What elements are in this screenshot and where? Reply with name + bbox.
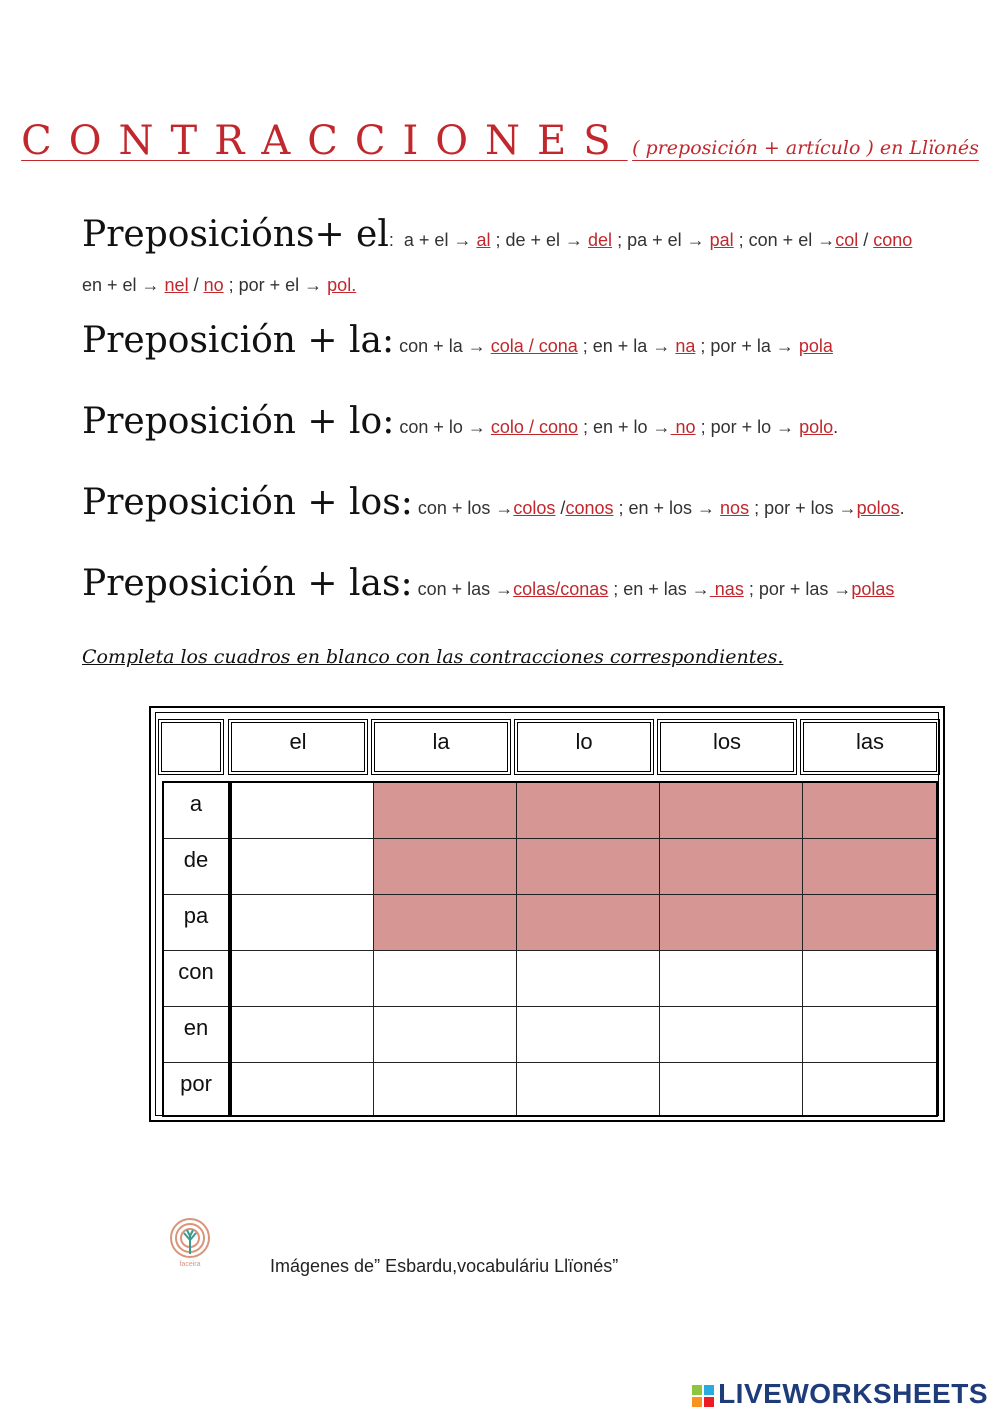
cell-de-el[interactable] — [232, 839, 374, 895]
cell-pa-los — [660, 895, 803, 951]
row-label-por: por — [180, 1071, 212, 1096]
title-main: CONTRACCIONES — [21, 118, 628, 164]
title-subtitle: ( preposición + artículo ) en Llïonés — [632, 137, 979, 159]
worksheet-title — [0, 118, 1000, 164]
answer: nos — [720, 498, 750, 518]
cell-con-la[interactable] — [374, 951, 517, 1007]
header-el: el — [228, 719, 368, 775]
header-la: la — [371, 719, 511, 775]
cell-a-los — [660, 783, 803, 839]
cell-por-la[interactable] — [374, 1063, 517, 1115]
rule-la: Preposición + la: con + la → cola / cona ; en + la → na ; por + la → pola — [82, 320, 833, 361]
answer: al — [476, 230, 491, 250]
answer: conos — [565, 498, 614, 518]
cell-por-las[interactable] — [803, 1063, 936, 1115]
rule-el-heading: Preposicións+ el — [82, 214, 389, 255]
rule-lo-heading: Preposición + lo: — [82, 401, 395, 442]
cell-de-las — [803, 839, 936, 895]
image-credit: Imágenes de” Esbardu,vocabuláriu Llïonés” — [270, 1256, 619, 1276]
input-en-lo[interactable] — [517, 1007, 659, 1062]
answer: cola / cona — [490, 336, 578, 356]
label-row-line — [164, 950, 228, 951]
cell-a-las — [803, 783, 936, 839]
cell-con-el[interactable] — [232, 951, 374, 1007]
input-por-lo[interactable] — [517, 1063, 659, 1115]
rule-la-heading: Preposición + la: — [82, 320, 395, 361]
row-label-pa: pa — [183, 903, 209, 928]
input-con-lo[interactable] — [517, 951, 659, 1006]
row-label-con: con — [178, 959, 214, 984]
rule-las-heading: Preposición + las: — [82, 563, 413, 604]
row-label-en: en — [183, 1015, 209, 1040]
input-con-la[interactable] — [374, 951, 516, 1006]
header-los: los — [657, 719, 797, 775]
cell-de-la — [374, 839, 517, 895]
header-lo: lo — [514, 719, 654, 775]
answer-grid — [162, 781, 938, 1117]
row-label-a: a — [189, 791, 203, 816]
input-en-los[interactable] — [660, 1007, 802, 1062]
rule-las: Preposición + las: con + las →colas/conas ; en + las → nas ; por + las →polas — [82, 563, 895, 604]
rule-el: Preposicións+ el: a + el → al ; de + el → del ; pa + el → pal ; con + el →col / cono — [82, 214, 913, 255]
rule-el-line2: en + el → nel / no ; por + el → pol. — [82, 275, 357, 295]
input-pa-el[interactable] — [232, 895, 373, 950]
input-por-el[interactable] — [232, 1063, 373, 1115]
input-por-la[interactable] — [374, 1063, 516, 1115]
input-de-el[interactable] — [232, 839, 373, 894]
rule-los: Preposición + los: con + los →colos /conos ; en + los → nos ; por + los →polos. — [82, 482, 905, 523]
cell-pa-el[interactable] — [232, 895, 374, 951]
answer: colas/conas — [513, 579, 609, 599]
label-row-line — [164, 838, 228, 839]
header-las: las — [800, 719, 940, 775]
table-inner — [155, 712, 939, 1116]
cell-en-los[interactable] — [660, 1007, 803, 1063]
input-con-el[interactable] — [232, 951, 373, 1006]
cell-con-los[interactable] — [660, 951, 803, 1007]
header-corner — [158, 719, 224, 775]
label-row-line — [164, 894, 228, 895]
cell-por-los[interactable] — [660, 1063, 803, 1115]
cell-de-los — [660, 839, 803, 895]
cell-por-lo[interactable] — [517, 1063, 660, 1115]
rule-lo: Preposición + lo: con + lo → colo / cono ; en + lo → no ; por + lo → polo. — [82, 401, 839, 442]
brand-text: LIVEWORKSHEETS — [718, 1378, 988, 1409]
cell-en-la[interactable] — [374, 1007, 517, 1063]
label-row-line — [164, 1006, 228, 1007]
input-con-los[interactable] — [660, 951, 802, 1006]
input-por-las[interactable] — [803, 1063, 936, 1115]
cell-en-las[interactable] — [803, 1007, 936, 1063]
cell-a-la — [374, 783, 517, 839]
answer: no — [203, 275, 224, 295]
label-row-line — [164, 1062, 228, 1063]
cell-por-el[interactable] — [232, 1063, 374, 1115]
answer: colo / cono — [490, 417, 578, 437]
input-en-las[interactable] — [803, 1007, 936, 1062]
cell-de-lo — [517, 839, 660, 895]
answer: pal — [709, 230, 734, 250]
answer: no — [670, 417, 696, 437]
cell-a-lo — [517, 783, 660, 839]
answer: na — [675, 336, 696, 356]
answer: polos — [856, 498, 900, 518]
answer: nas — [709, 579, 744, 599]
instruction: Completa los cuadros en blanco con las contracciones correspondientes. — [82, 646, 784, 668]
answer: polas — [851, 579, 895, 599]
cell-con-lo[interactable] — [517, 951, 660, 1007]
answer: pola — [798, 336, 833, 356]
contractions-table — [149, 706, 945, 1122]
answer: nel — [164, 275, 189, 295]
input-en-la[interactable] — [374, 1007, 516, 1062]
faceira-logo-icon — [164, 1216, 216, 1268]
input-por-los[interactable] — [660, 1063, 802, 1115]
answer: del — [588, 230, 613, 250]
liveworksheets-logo-icon — [692, 1382, 714, 1404]
cell-en-el[interactable] — [232, 1007, 374, 1063]
input-con-las[interactable] — [803, 951, 936, 1006]
cell-pa-las — [803, 895, 936, 951]
rule-los-heading: Preposición + los: — [82, 482, 413, 523]
answer: col — [835, 230, 859, 250]
input-a-el[interactable] — [232, 783, 373, 838]
cell-pa-la — [374, 895, 517, 951]
answer: cono — [873, 230, 913, 250]
input-en-el[interactable] — [232, 1007, 373, 1062]
cell-a-el[interactable] — [232, 783, 374, 839]
answer: colos — [513, 498, 556, 518]
cell-en-lo[interactable] — [517, 1007, 660, 1063]
row-label-de: de — [183, 847, 209, 872]
answer: polo — [799, 417, 834, 437]
answer: pol. — [327, 275, 357, 295]
cell-con-las[interactable] — [803, 951, 936, 1007]
liveworksheets-brand[interactable] — [692, 1378, 988, 1410]
svg-text:faceira: faceira — [179, 1261, 201, 1268]
cell-pa-lo — [517, 895, 660, 951]
